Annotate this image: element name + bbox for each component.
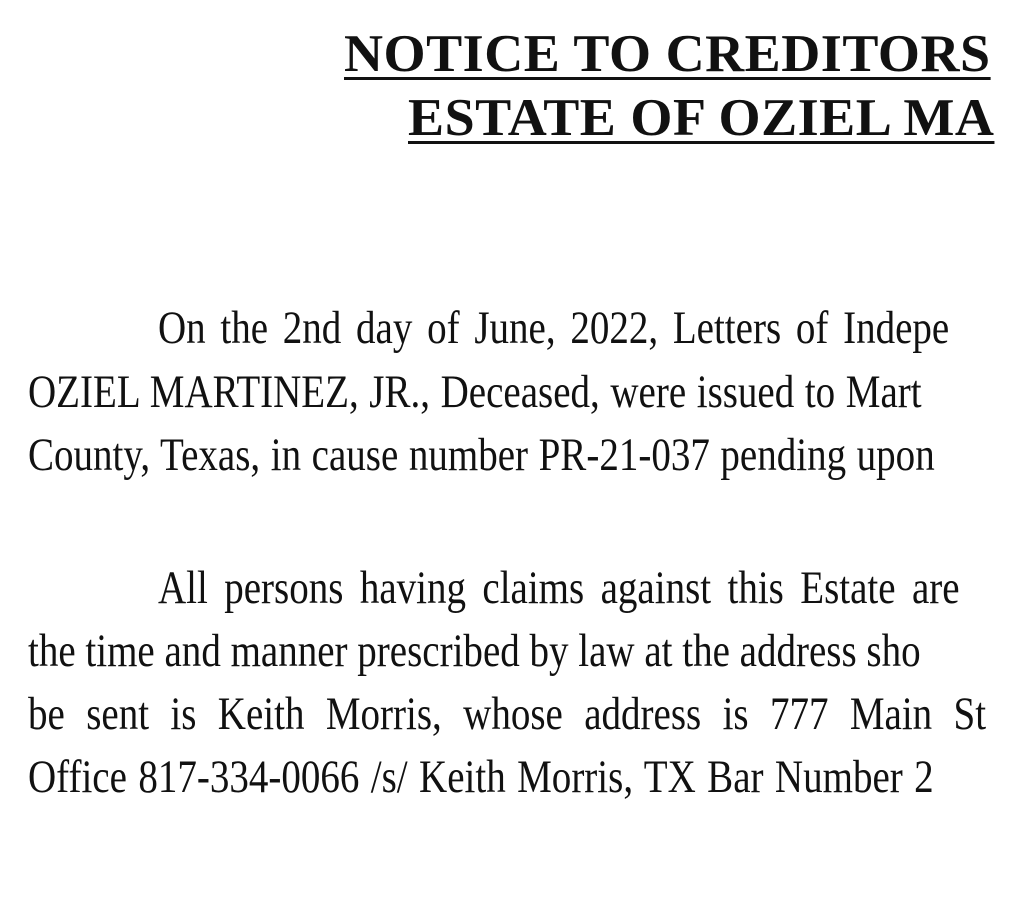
paragraph-2-line-4: Office 817-334-0066 /s/ Keith Morris, TX Bar Number 2 (28, 751, 934, 803)
notice-title-text-1: NOTICE TO CREDITORS (344, 28, 991, 83)
notice-title-line-2 (0, 92, 1021, 154)
paragraph-2-line-3: be sent is Keith Morris, whose address is 777 Main St (28, 688, 987, 740)
notice-title-line-1 (0, 28, 1021, 90)
notice-title-text-2: ESTATE OF OZIEL MA (408, 92, 995, 147)
paragraph-2-line-2: the time and manner prescribed by law at the address sho (28, 625, 921, 677)
paragraph-2-line-1: All persons having claims against this Estate are (158, 562, 960, 614)
paragraph-1-line-3: County, Texas, in cause number PR-21-037 pending upon (28, 429, 935, 481)
paragraph-1-line-1: On the 2nd day of June, 2022, Letters of Indepe (158, 302, 950, 354)
paragraph-1-line-2: OZIEL MARTINEZ, JR., Deceased, were issued to Mart (28, 366, 922, 418)
